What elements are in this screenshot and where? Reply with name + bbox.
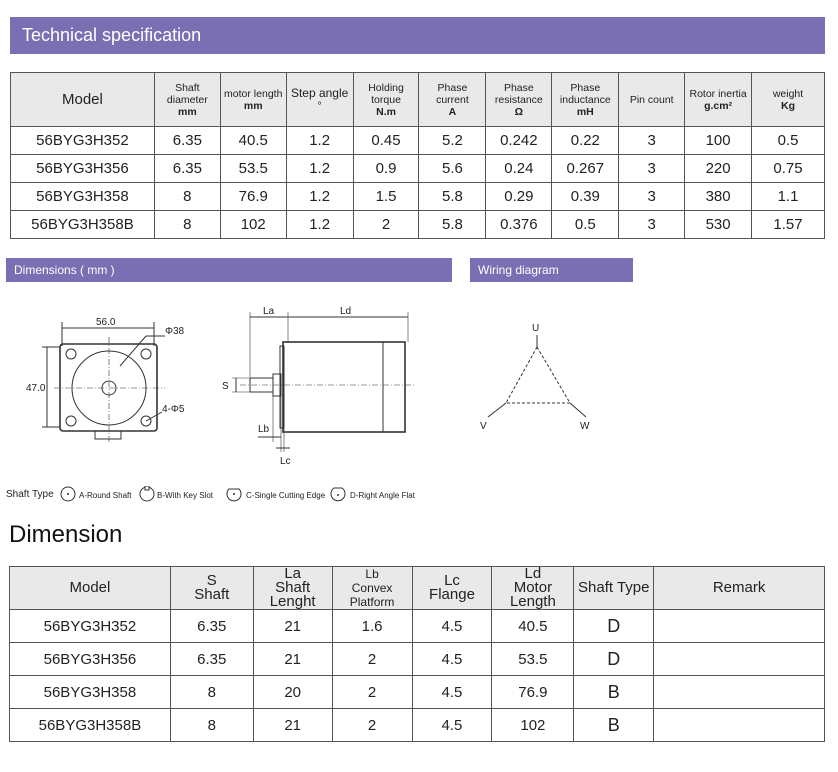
table-row (10, 643, 825, 676)
table-cell: 1.6 (332, 610, 412, 643)
table-cell: 100 (685, 127, 752, 155)
table-cell: D (574, 610, 654, 643)
table-cell: B (574, 676, 654, 709)
wiring-title: Wiring diagram (478, 263, 559, 277)
shaft-type-b: B-With Key Slot (157, 491, 214, 500)
spec-header: Step angle ° (286, 73, 353, 127)
side-view-drawing (218, 302, 418, 472)
technical-spec-title: Technical specification (22, 25, 202, 45)
spec-header: motor length mm (220, 73, 286, 127)
delta-windings (506, 347, 570, 403)
table-cell (654, 676, 825, 709)
spec-header: Holding torque N.m (353, 73, 419, 127)
holes-label: 4-Φ5 (162, 404, 185, 415)
spec-table (10, 72, 825, 239)
table-cell: 0.45 (353, 127, 419, 155)
table-cell: 1.2 (286, 155, 353, 183)
mount-hole (66, 349, 76, 359)
table-cell: 0.22 (552, 127, 619, 155)
table-cell: 5.2 (419, 127, 486, 155)
dim-header: S Shaft (170, 567, 253, 610)
spec-header: weight Kg (752, 73, 825, 127)
table-cell: 0.242 (486, 127, 552, 155)
spec-header-row (11, 73, 825, 127)
ld-label: Ld (340, 306, 352, 317)
table-cell: 0.5 (552, 211, 619, 239)
table-cell: 8 (170, 676, 253, 709)
table-cell (654, 610, 825, 643)
dimensions-title: Dimensions ( mm ) (14, 263, 115, 277)
table-cell: 3 (619, 155, 685, 183)
spec-header: Pin count (619, 73, 685, 127)
wiring-banner (470, 258, 633, 282)
table-cell: 76.9 (492, 676, 574, 709)
table-cell: 56BYG3H358B (11, 211, 155, 239)
table-row (11, 211, 825, 239)
connector-block (95, 431, 121, 439)
spec-header: Shaft diameter mm (154, 73, 220, 127)
table-cell: 40.5 (220, 127, 286, 155)
v-terminal-label: V (480, 421, 487, 432)
table-cell: 1.5 (353, 183, 419, 211)
dim-header: Lb Convex Platform (332, 567, 412, 610)
table-cell: 21 (253, 643, 332, 676)
table-cell: 380 (685, 183, 752, 211)
mount-hole (141, 349, 151, 359)
table-cell (654, 709, 825, 742)
table-cell: 56BYG3H358B (10, 709, 171, 742)
table-cell: 53.5 (220, 155, 286, 183)
u-terminal-label: U (532, 323, 540, 334)
table-cell: 8 (170, 709, 253, 742)
spec-header: Phase resistance Ω (486, 73, 552, 127)
dim-header-row (10, 567, 825, 610)
dim-header: Lc Flange (412, 567, 492, 610)
table-cell: 6.35 (170, 643, 253, 676)
dimension-heading: Dimension (9, 521, 123, 548)
table-row (11, 155, 825, 183)
table-cell: 3 (619, 183, 685, 211)
width-label: 56.0 (96, 317, 116, 328)
table-cell: 56BYG3H358 (11, 183, 155, 211)
hub-label: Φ38 (165, 326, 185, 337)
technical-spec-banner (10, 17, 825, 54)
shaft-type-label: Shaft Type (6, 489, 54, 500)
table-cell: 0.75 (752, 155, 825, 183)
spec-header: Model (11, 73, 155, 127)
table-cell: D (574, 643, 654, 676)
round-shaft-icon (60, 486, 76, 502)
table-row (10, 610, 825, 643)
table-cell: 102 (492, 709, 574, 742)
table-cell: 56BYG3H356 (10, 643, 171, 676)
shaft-type-d: D-Right Angle Flat (350, 491, 415, 500)
table-row (11, 183, 825, 211)
table-cell: 21 (253, 709, 332, 742)
dim-header: Ld Motor Length (492, 567, 574, 610)
table-cell: 102 (220, 211, 286, 239)
w-terminal-label: W (580, 421, 590, 432)
table-cell: 6.35 (154, 127, 220, 155)
table-cell: 8 (154, 183, 220, 211)
table-cell: 2 (332, 643, 412, 676)
table-cell: 6.35 (154, 155, 220, 183)
shaft-type-a: A-Round Shaft (79, 491, 132, 500)
right-angle-flat-icon (330, 486, 346, 502)
table-row (10, 709, 825, 742)
spec-header: Rotor inertia g.cm² (685, 73, 752, 127)
table-cell: 1.2 (286, 183, 353, 211)
table-cell: 0.29 (486, 183, 552, 211)
table-cell: 3 (619, 211, 685, 239)
table-cell: 0.5 (752, 127, 825, 155)
table-row (11, 127, 825, 155)
table-cell: 4.5 (412, 643, 492, 676)
table-cell: 4.5 (412, 610, 492, 643)
table-cell: 0.376 (486, 211, 552, 239)
table-cell (654, 643, 825, 676)
table-cell: 56BYG3H356 (11, 155, 155, 183)
v-lead (488, 403, 506, 417)
spec-header: Phase current A (419, 73, 486, 127)
mount-hole (66, 416, 76, 426)
table-cell: 56BYG3H352 (11, 127, 155, 155)
table-cell: 76.9 (220, 183, 286, 211)
table-cell: 0.39 (552, 183, 619, 211)
dim-header: La Shaft Lenght (253, 567, 332, 610)
wiring-diagram (470, 315, 610, 440)
table-cell: 2 (353, 211, 419, 239)
table-cell: 53.5 (492, 643, 574, 676)
table-cell: 1.2 (286, 211, 353, 239)
table-cell: 1.57 (752, 211, 825, 239)
lc-label: Lc (280, 456, 291, 467)
table-cell: 0.267 (552, 155, 619, 183)
motor-body (283, 342, 405, 432)
lb-label: Lb (258, 424, 270, 435)
w-lead (570, 403, 586, 417)
table-cell: 4.5 (412, 676, 492, 709)
table-cell: 21 (253, 610, 332, 643)
table-cell: 56BYG3H358 (10, 676, 171, 709)
s-label: S (222, 381, 229, 392)
spec-header: Phase inductance mH (552, 73, 619, 127)
table-cell: 56BYG3H352 (10, 610, 171, 643)
height-label: 47.0 (26, 383, 46, 394)
table-cell: 2 (332, 709, 412, 742)
table-cell: 5.8 (419, 211, 486, 239)
table-cell: 40.5 (492, 610, 574, 643)
table-cell: 6.35 (170, 610, 253, 643)
dimensions-banner (6, 258, 452, 282)
table-cell: B (574, 709, 654, 742)
table-cell: 3 (619, 127, 685, 155)
table-cell: 8 (154, 211, 220, 239)
shaft-type-c: C-Single Cutting Edge (246, 491, 326, 500)
dimension-table (9, 566, 825, 742)
table-cell: 530 (685, 211, 752, 239)
table-cell: 5.6 (419, 155, 486, 183)
table-cell: 0.24 (486, 155, 552, 183)
single-cut-shaft-icon (226, 486, 242, 502)
table-cell: 4.5 (412, 709, 492, 742)
table-cell: 5.8 (419, 183, 486, 211)
table-row (10, 676, 825, 709)
table-cell: 1.2 (286, 127, 353, 155)
front-view-drawing (20, 312, 220, 462)
table-cell: 0.9 (353, 155, 419, 183)
dim-header: Model (10, 567, 171, 610)
table-cell: 1.1 (752, 183, 825, 211)
table-cell: 2 (332, 676, 412, 709)
table-cell: 220 (685, 155, 752, 183)
la-label: La (263, 306, 275, 317)
dim-header: Remark (654, 567, 825, 610)
dim-header: Shaft Type (574, 567, 654, 610)
key-slot-shaft-icon (139, 486, 155, 502)
table-cell: 20 (253, 676, 332, 709)
